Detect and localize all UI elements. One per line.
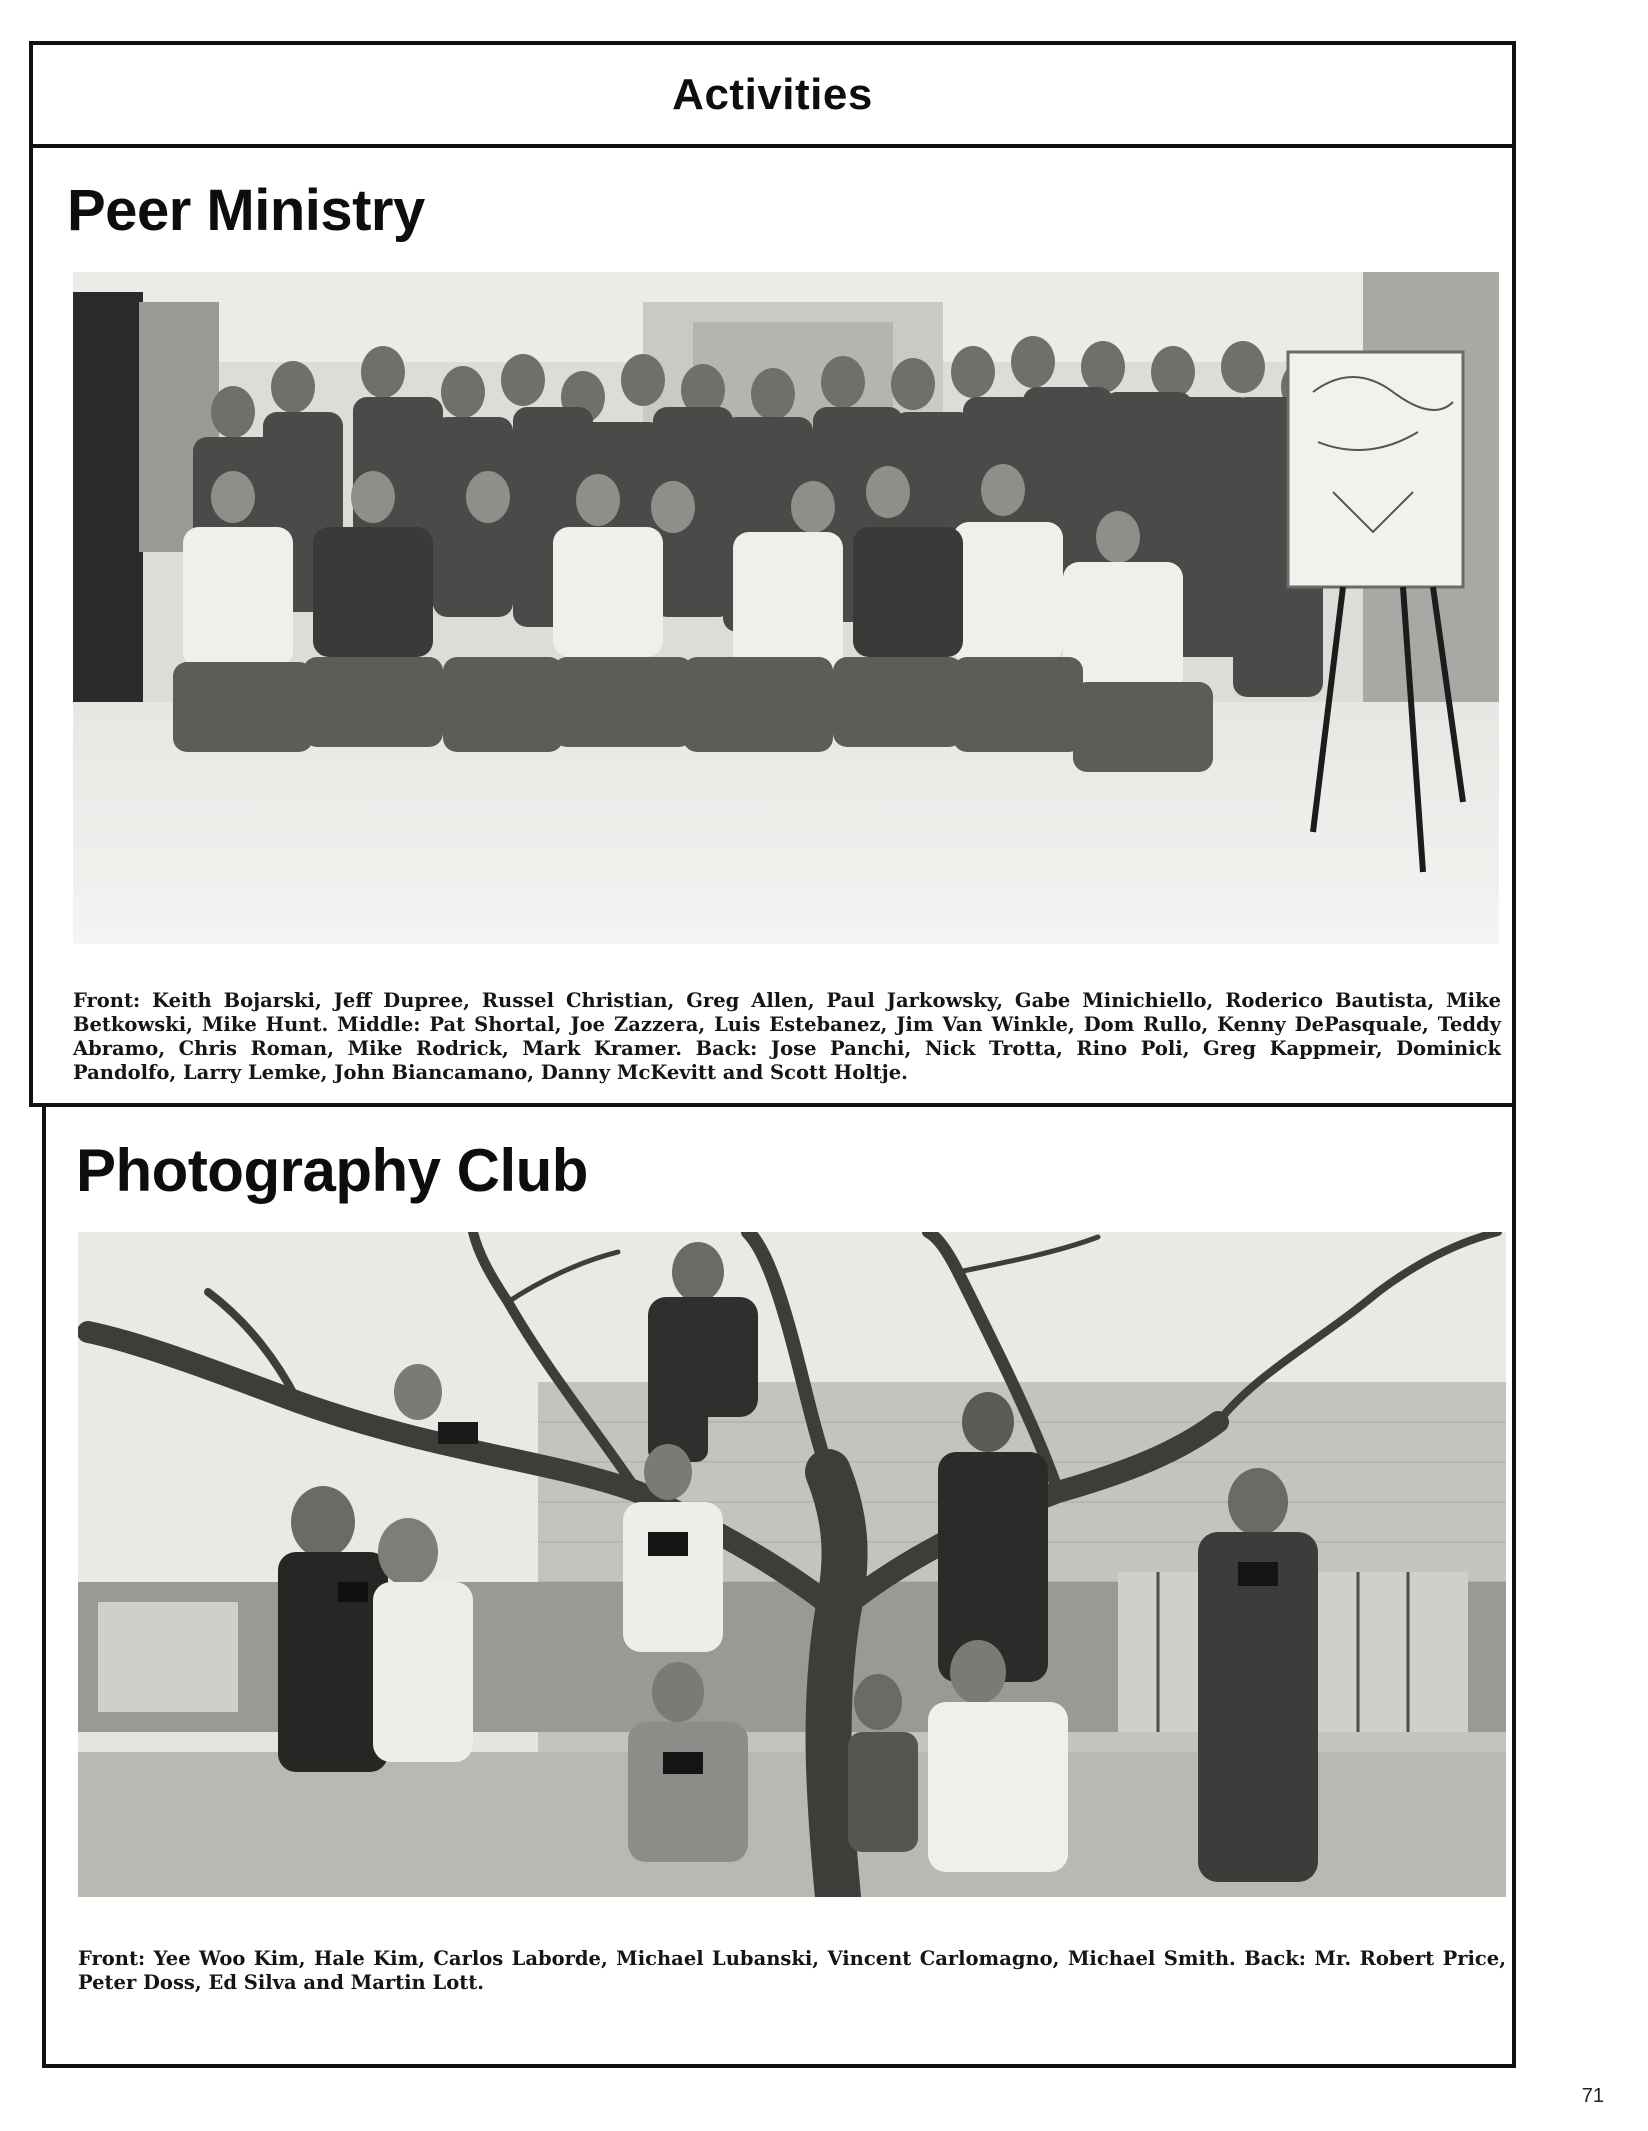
peer-ministry-group-photo [73, 272, 1499, 944]
photography-club-group-photo [78, 1232, 1506, 1897]
group-photo-icon [78, 1232, 1506, 1897]
photography-club-title: Photography Club [76, 1137, 588, 1204]
page-header [33, 45, 1512, 148]
photography-club-panel [42, 1103, 1516, 2068]
group-photo-icon [73, 272, 1499, 944]
photography-club-caption: Front: Yee Woo Kim, Hale Kim, Carlos Laborde, Michael Lubanski, Vincent Carlomagno, Michael Smith. Back: Mr. Robert Price, Peter Doss, Ed Silva and Martin Lott. [78, 1946, 1506, 1994]
peer-ministry-caption: Front: Keith Bojarski, Jeff Dupree, Russel Christian, Greg Allen, Paul Jarkowsky, Gabe Minichiello, Roderico Bautista, Mike Betkowski, Mike Hunt. Middle: Pat Shortal, Joe Zazzera, Luis Estebanez, Jim Van Winkle, Dom Rullo, Kenny DePasquale, Teddy Abramo, Chris Roman, Mike Rodrick, Mark Kramer. Back: Jose Panchi, Nick Trotta, Rino Poli, Greg Kappmeir, Dominick Pandolfo, Larry Lemke, John Biancamano, Danny McKevitt and Scott Holtje. [73, 988, 1501, 1084]
peer-ministry-title: Peer Ministry [67, 178, 425, 243]
page-header-title: Activities [672, 69, 873, 119]
page-number: 71 [1581, 2085, 1604, 2107]
peer-ministry-panel [29, 41, 1516, 1107]
